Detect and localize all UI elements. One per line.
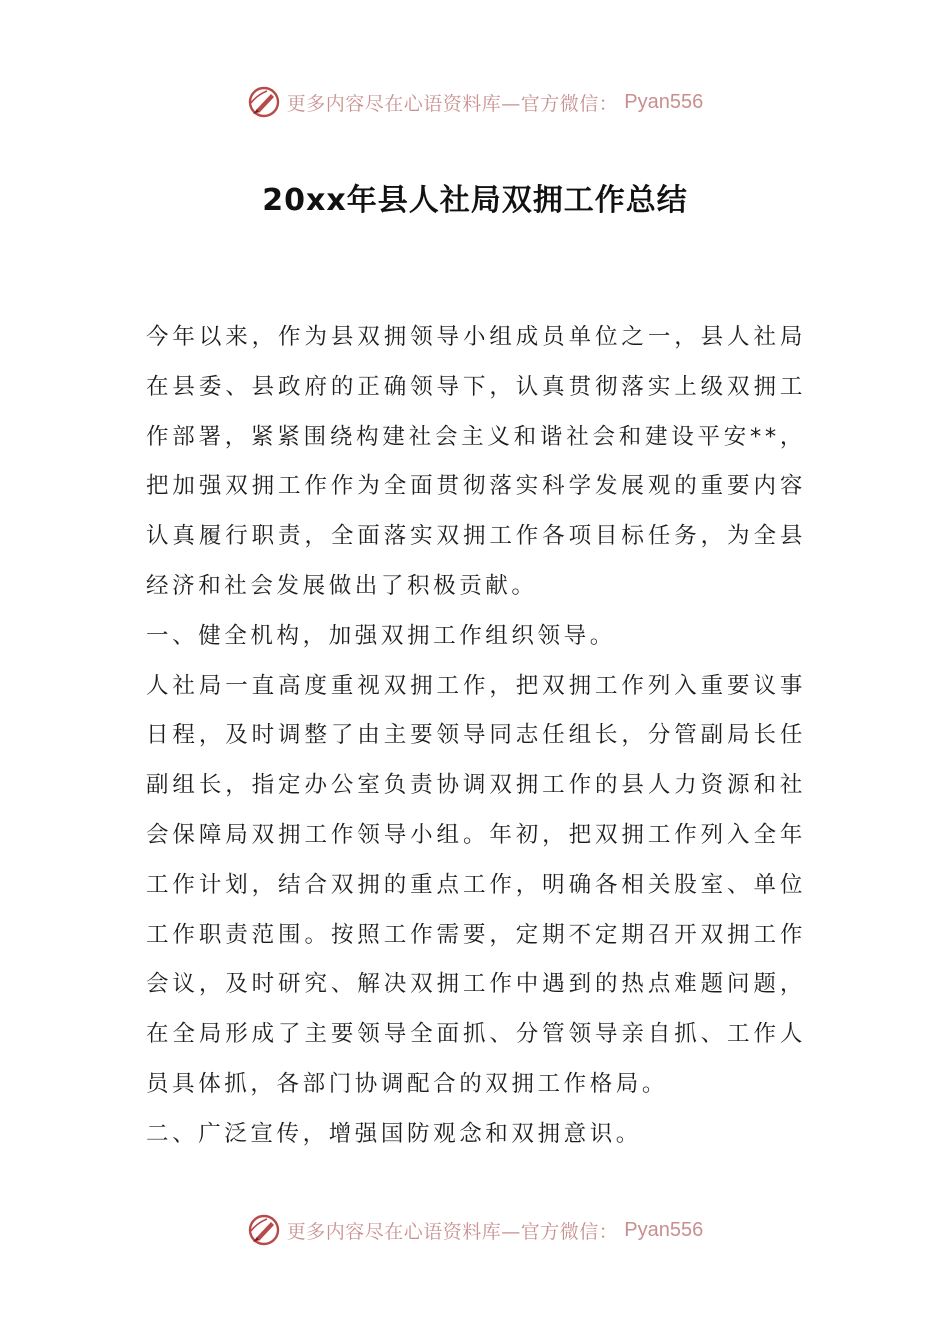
watermark-wechat-id: Pyan556	[624, 1218, 704, 1241]
paragraph-section-1: 人社局一直高度重视双拥工作，把双拥工作列入重要议事日程，及时调整了由主要领导同志任组长，分管副局长任副组长，指定办公室负责协调双拥工作的县人力资源和社会保障局双拥工作领导小组。年初，把双拥工作列入全年工作计划，结合双拥的重点工作，明确各相关股室、单位工作职责范围。按照工作需要，定期不定期召开双拥工作会议，及时研究、解决双拥工作中遇到的热点难题问题，在全局形成了主要领导全面抓、分管领导亲自抓、工作人员具体抓，各部门协调配合的双拥工作格局。	[146, 672, 806, 1097]
footer-watermark	[0, 1210, 950, 1250]
pen-seal-logo-icon	[247, 85, 281, 119]
section-heading-2: 二、广泛宣传，增强国防观念和双拥意识。	[146, 1120, 642, 1147]
watermark-wechat-id: Pyan556	[624, 90, 704, 113]
document-body	[146, 313, 806, 1160]
section-heading-1: 一、健全机构，加强双拥工作组织领导。	[146, 622, 616, 649]
watermark-text: 更多内容尽在心语资料库—官方微信：	[286, 92, 619, 115]
paragraph-intro: 今年以来，作为县双拥领导小组成员单位之一，县人社局在县委、县政府的正确领导下，认真贯彻落实上级双拥工作部署，紧紧围绕构建社会主义和谐社会和建设平安**，把加强双拥工作作为全面贯彻落实科学发展观的重要内容认真履行职责，全面落实双拥工作各项目标任务，为全县经济和社会发展做出了积极贡献。	[146, 324, 806, 599]
document-title: 20xx年县人社局双拥工作总结	[262, 183, 688, 218]
watermark-text: 更多内容尽在心语资料库—官方微信：	[286, 1220, 619, 1243]
header-watermark	[0, 82, 950, 122]
pen-seal-logo-icon	[247, 1213, 281, 1247]
